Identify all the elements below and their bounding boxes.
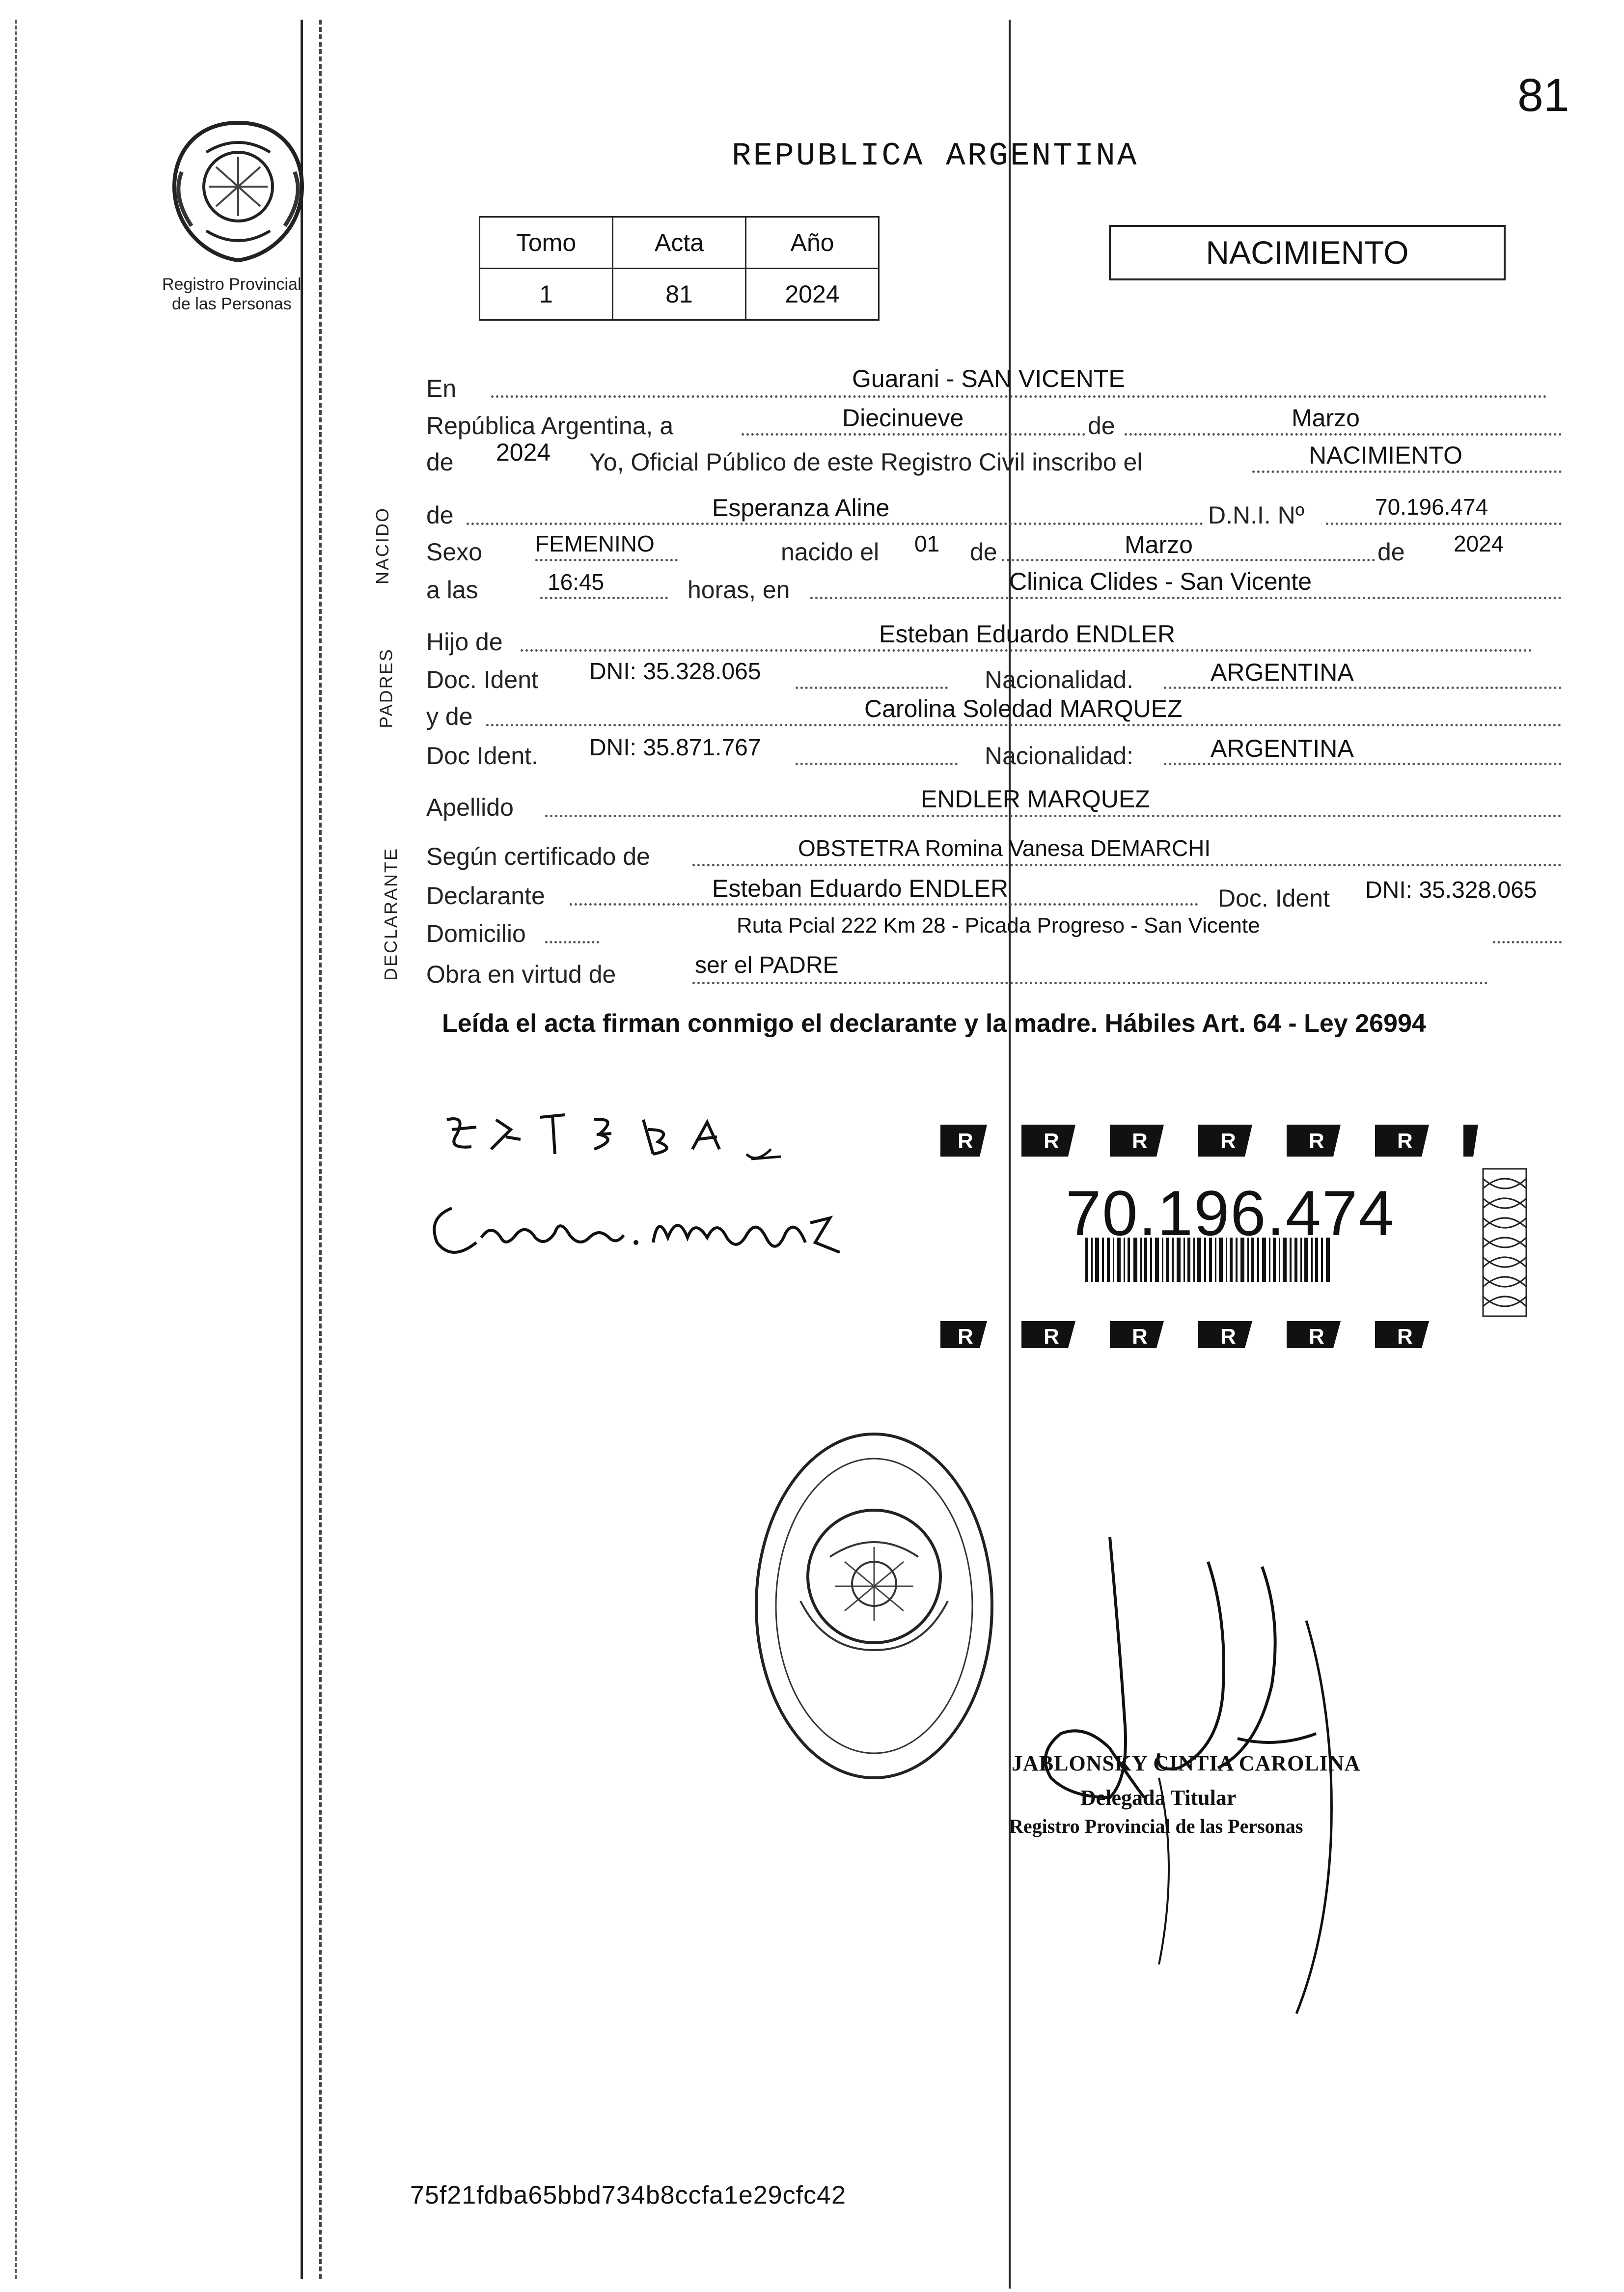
value-apellido: ENDLER MARQUEZ	[921, 785, 1150, 813]
svg-text:R: R	[958, 1129, 973, 1153]
label-republica: República Argentina, a	[426, 412, 674, 440]
id-label	[938, 1115, 1527, 1351]
value-lugar: Guarani - SAN VICENTE	[852, 365, 1125, 392]
section-label-declarante: DECLARANTE	[381, 847, 401, 981]
label-nacionalidad-2: Nacionalidad:	[985, 742, 1133, 770]
value-anio: 2024	[496, 439, 551, 466]
value-padre-dni: DNI: 35.328.065	[589, 659, 761, 685]
label-obra-virtud: Obra en virtud de	[426, 961, 616, 988]
left-dashed-line	[319, 20, 322, 2279]
label-doc-ident-3: Doc. Ident	[1218, 884, 1330, 912]
stamp-name: JABLONSKY CINTIA CAROLINA	[1012, 1751, 1361, 1775]
table-cell: 81	[613, 269, 746, 320]
official-seal	[737, 1414, 1012, 1797]
mother-signature-icon	[422, 1188, 864, 1277]
svg-text:R: R	[1220, 1325, 1236, 1349]
record-type-box	[1109, 225, 1506, 280]
svg-text:R: R	[1132, 1129, 1148, 1153]
dots	[692, 864, 1562, 866]
value-lugar-nac: Clinica Clides - San Vicente	[1009, 568, 1312, 595]
label-apellido: Apellido	[426, 794, 514, 821]
dots	[540, 597, 668, 599]
label-nacionalidad-1: Nacionalidad.	[985, 666, 1133, 693]
label-a-las: a las	[426, 576, 478, 604]
stamp-office: Registro Provincial de las Personas	[1009, 1815, 1303, 1837]
svg-text:R: R	[1397, 1325, 1413, 1349]
label-y-de: y de	[426, 703, 473, 730]
page-number: 81	[1517, 69, 1569, 121]
registry-name-line2: de las Personas	[172, 295, 292, 313]
record-type: NACIMIENTO	[1206, 234, 1409, 271]
far-left-edge	[15, 20, 17, 2279]
value-padre: Esteban Eduardo ENDLER	[879, 620, 1176, 648]
document-hash: 75f21fdba65bbd734b8ccfa1e29cfc42	[410, 2181, 846, 2209]
value-sexo: FEMENINO	[535, 531, 655, 556]
signature-mother	[422, 1188, 864, 1279]
dots	[796, 687, 948, 689]
label-hijo-de: Hijo de	[426, 628, 503, 656]
value-padre-nac: ARGENTINA	[1211, 659, 1354, 686]
svg-text:R: R	[1132, 1325, 1148, 1349]
value-mes-nac: Marzo	[1125, 531, 1193, 558]
dots	[1493, 941, 1562, 943]
label-nacido-el: nacido el	[781, 538, 880, 566]
label-dni-no: D.N.I. Nº	[1208, 501, 1305, 529]
section-label-padres: PADRES	[376, 648, 396, 728]
dots	[796, 763, 958, 765]
table-cell: 1	[480, 269, 613, 320]
dots	[491, 395, 1547, 398]
label-declarante: Declarante	[426, 882, 545, 910]
label-en: En	[426, 375, 457, 402]
dots	[570, 903, 1198, 906]
record-table-row	[480, 269, 879, 320]
dots	[1326, 523, 1562, 525]
label-doc-ident-1: Doc. Ident	[426, 666, 538, 693]
left-margin-line	[301, 20, 303, 2279]
closing-text: Leída el acta firman conmigo el declarante y la madre. Hábiles Art. 64 - Ley 26994	[442, 1009, 1426, 1038]
father-signature-icon	[437, 1100, 791, 1179]
label-number: 70.196.474	[1066, 1177, 1395, 1249]
svg-text:R: R	[1309, 1129, 1324, 1153]
value-domicilio: Ruta Pcial 222 Km 28 - Picada Progreso - San Vicente	[737, 913, 1260, 938]
label-de-birthmonth: de	[970, 538, 997, 566]
label-yo-oficial: Yo, Oficial Público de este Registro Civil inscribo el	[589, 448, 1143, 476]
record-table-header	[480, 217, 879, 269]
svg-text:R: R	[1044, 1129, 1059, 1153]
stamp-role: Delegada Titular	[1080, 1786, 1237, 1810]
label-sexo: Sexo	[426, 538, 482, 566]
section-label-nacido: NACIDO	[372, 506, 393, 585]
label-de-name: de	[426, 501, 454, 529]
value-anio-nac: 2024	[1454, 531, 1504, 556]
dots	[1252, 470, 1562, 473]
table-cell: 2024	[746, 269, 879, 320]
dots	[535, 559, 678, 561]
dots	[1164, 763, 1562, 765]
registry-seal-icon	[737, 1414, 1012, 1797]
dots	[742, 433, 1085, 436]
value-mes: Marzo	[1292, 404, 1360, 432]
svg-text:R: R	[958, 1325, 973, 1349]
dots	[486, 724, 1562, 726]
label-domicilio: Domicilio	[426, 920, 526, 947]
label-de-month: de	[1088, 412, 1115, 440]
value-nombre: Esperanza Aline	[712, 494, 890, 522]
label-de-birthyear: de	[1377, 538, 1405, 566]
value-dia: Diecinueve	[842, 404, 964, 432]
value-declarante-dni: DNI: 35.328.065	[1365, 877, 1537, 903]
value-obra: ser el PADRE	[695, 952, 839, 978]
value-tipo: NACIMIENTO	[1309, 442, 1462, 469]
value-madre-nac: ARGENTINA	[1211, 735, 1354, 762]
registry-name-line1: Registro Provincial	[162, 275, 302, 294]
misiones-shield-icon	[162, 113, 314, 270]
svg-text:R: R	[1220, 1129, 1236, 1153]
value-declarante: Esteban Eduardo ENDLER	[712, 875, 1009, 902]
dots	[1002, 559, 1375, 561]
dots	[1164, 687, 1562, 689]
label-horas-en: horas, en	[688, 576, 790, 604]
dots	[1125, 433, 1562, 436]
dots	[692, 982, 1488, 984]
label-segun-certificado: Según certificado de	[426, 843, 650, 870]
registry-logo	[162, 113, 314, 270]
value-madre-dni: DNI: 35.871.767	[589, 735, 761, 761]
country-title: REPUBLICA ARGENTINA	[732, 138, 1139, 174]
label-de-year: de	[426, 448, 454, 476]
value-dni: 70.196.474	[1375, 494, 1488, 520]
dots	[545, 815, 1562, 817]
signature-father	[437, 1100, 791, 1181]
svg-text:R: R	[1309, 1325, 1324, 1349]
dots	[545, 941, 599, 943]
value-madre: Carolina Soledad MARQUEZ	[864, 695, 1183, 722]
value-dia-nac: 01	[914, 531, 940, 556]
dots	[521, 649, 1532, 652]
record-table	[479, 216, 880, 321]
table-header-cell: Tomo	[480, 217, 613, 269]
table-header-cell: Acta	[613, 217, 746, 269]
svg-text:R: R	[1044, 1325, 1059, 1349]
table-header-cell: Año	[746, 217, 879, 269]
dots	[810, 597, 1562, 599]
label-doc-ident-2: Doc Ident.	[426, 742, 538, 770]
value-certificado: OBSTETRA Romina Vanesa DEMARCHI	[798, 835, 1211, 861]
dots	[467, 523, 1203, 525]
value-hora: 16:45	[548, 569, 605, 595]
svg-text:R: R	[1397, 1129, 1413, 1153]
